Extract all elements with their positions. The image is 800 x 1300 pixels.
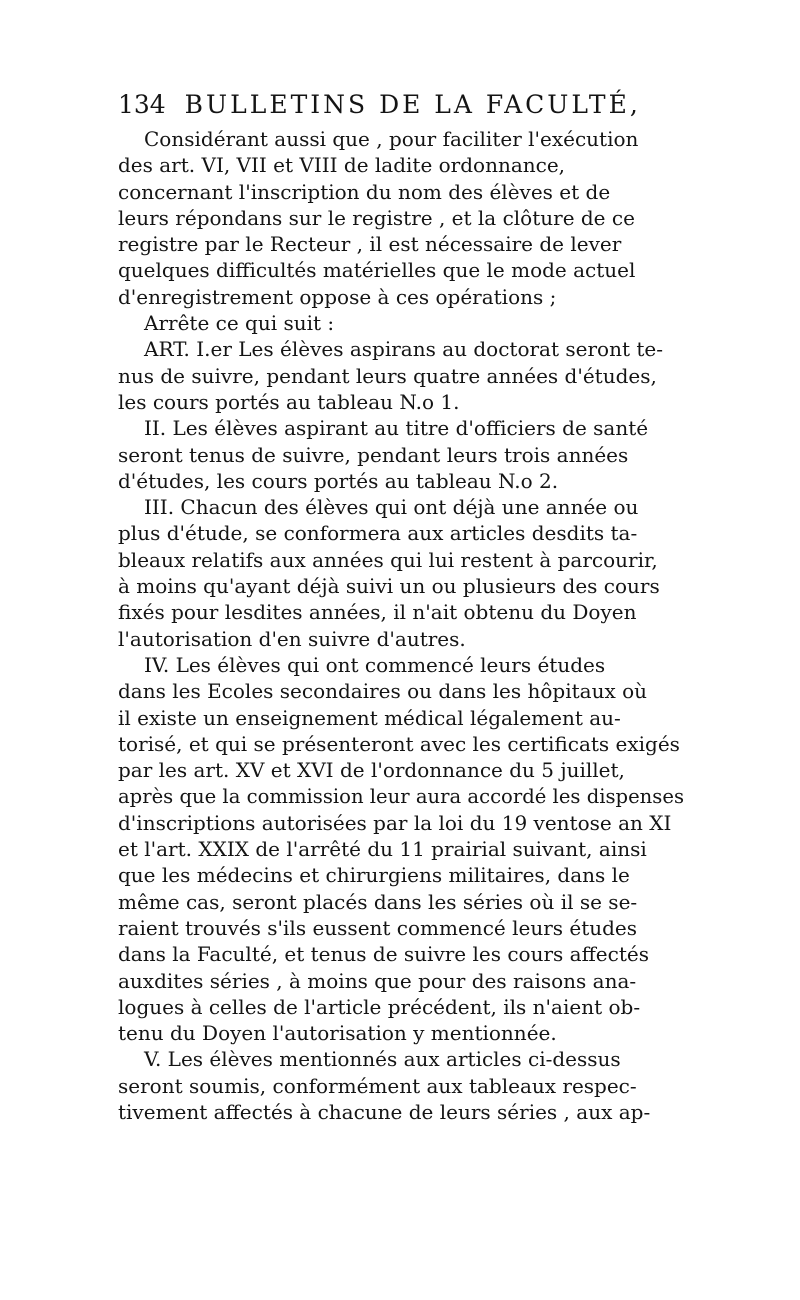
text-line: à moins qu'ayant déjà suivi un ou plusieurs des cours xyxy=(118,574,660,599)
text-line: tivement affectés à chacune de leurs séries , aux ap- xyxy=(118,1099,651,1124)
text-line: par les art. XV et XVI de l'ordonnance du 5 juillet, xyxy=(118,758,625,783)
text-line: d'enregistrement oppose à ces opérations ; xyxy=(118,284,557,309)
text-line: tenu du Doyen l'autorisation y mentionnée. xyxy=(118,1021,557,1046)
text-line: les cours portés au tableau N.o 1. xyxy=(118,389,460,414)
text-line: dans les Ecoles secondaires ou dans les hôpitaux où xyxy=(118,679,648,704)
running-title: BULLETINS DE LA FACULTÉ, xyxy=(184,90,641,119)
text-line: d'inscriptions autorisées par la loi du 19 ventose an XI xyxy=(118,810,672,835)
page-header xyxy=(118,88,698,122)
text-line: l'autorisation d'en suivre d'autres. xyxy=(118,626,466,651)
text-line: nus de suivre, pendant leurs quatre années d'études, xyxy=(118,363,657,388)
page-number: 134 xyxy=(118,90,166,119)
text-line: auxdites séries , à moins que pour des raisons ana- xyxy=(118,968,637,993)
text-line: que les médecins et chirurgiens militaires, dans le xyxy=(118,863,630,888)
text-line: d'études, les cours portés au tableau N.o 2. xyxy=(118,468,559,493)
text-line: torisé, et qui se présenteront avec les certificats exigés xyxy=(118,731,680,756)
text-line: et l'art. XXIX de l'arrêté du 11 prairial suivant, ainsi xyxy=(118,837,647,862)
text-line: des art. VI, VII et VIII de ladite ordonnance, xyxy=(118,153,566,178)
text-line: fixés pour lesdites années, il n'ait obtenu du Doyen xyxy=(118,600,637,625)
text-line: leurs répondans sur le registre , et la clôture de ce xyxy=(118,205,635,230)
text-line: registre par le Recteur , il est nécessaire de lever xyxy=(118,232,622,257)
text-line: logues à celles de l'article précédent, ils n'aient ob- xyxy=(118,994,641,1019)
text-line: même cas, seront placés dans les séries où il se se- xyxy=(118,889,638,914)
text-line: dans la Faculté, et tenus de suivre les cours affectés xyxy=(118,942,649,967)
body-text xyxy=(118,126,684,1125)
text-line: seront tenus de suivre, pendant leurs trois années xyxy=(118,442,629,467)
text-line: Arrête ce qui suit : xyxy=(144,311,335,336)
text-line: ART. I.er Les élèves aspirans au doctorat seront te- xyxy=(144,337,663,362)
text-line: III. Chacun des élèves qui ont déjà une année ou xyxy=(144,495,639,520)
text-line: Considérant aussi que , pour faciliter l'exécution xyxy=(144,127,639,151)
text-line: après que la commission leur aura accordé les dispenses xyxy=(118,784,684,809)
text-line: il existe un enseignement médical légalement au- xyxy=(118,705,621,730)
text-line: V. Les élèves mentionnés aux articles ci-dessus xyxy=(144,1047,621,1072)
text-line: concernant l'inscription du nom des élèves et de xyxy=(118,179,611,204)
text-line: seront soumis, conformément aux tableaux respec- xyxy=(118,1073,637,1098)
text-line: bleaux relatifs aux années qui lui restent à parcourir, xyxy=(118,547,658,572)
text-line: IV. Les élèves qui ont commencé leurs études xyxy=(144,652,606,677)
text-line: II. Les élèves aspirant au titre d'officiers de santé xyxy=(144,416,649,441)
text-line: raient trouvés s'ils eussent commencé leurs études xyxy=(118,915,638,940)
text-line: quelques difficultés matérielles que le mode actuel xyxy=(118,258,636,283)
text-line: plus d'étude, se conformera aux articles desdits ta- xyxy=(118,521,638,546)
